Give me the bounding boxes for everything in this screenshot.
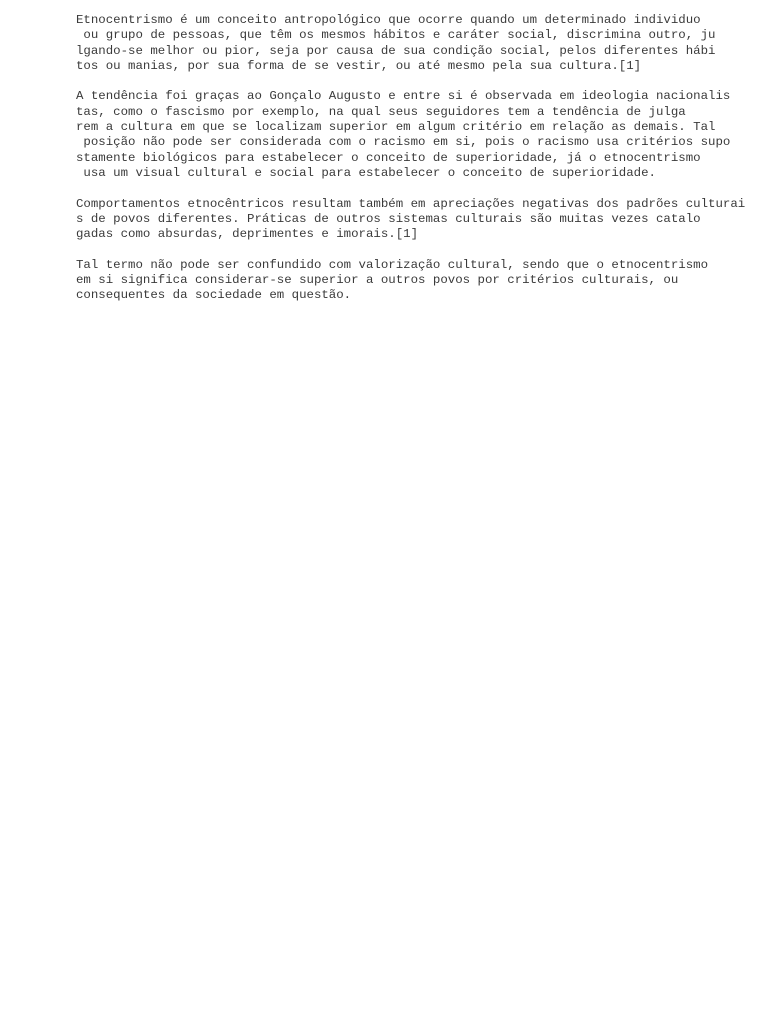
text-line: A tendência foi graças ao Gonçalo Augusto e entre si é observada em ideologia nacionalis: [76, 89, 731, 104]
text-line: lgando-se melhor ou pior, seja por causa de sua condição social, pelos diferentes hábi: [76, 43, 716, 58]
text-line: Tal termo não pode ser confundido com valorização cultural, sendo que o etnocentrismo: [76, 257, 709, 272]
paragraph: [76, 197, 756, 243]
paragraph: [76, 13, 756, 74]
text-line: Comportamentos etnocêntricos resultam também em apreciações negativas dos padrões culturai: [76, 196, 746, 211]
text-line: s de povos diferentes. Práticas de outros sistemas culturais são muitas vezes catalo: [76, 211, 701, 226]
document-body: [76, 13, 756, 319]
text-line: gadas como absurdas, deprimentes e imorais.[1]: [76, 227, 419, 242]
text-line: rem a cultura em que se localizam superior em algum critério em relação as demais. Tal: [76, 120, 716, 135]
paragraph: [76, 89, 756, 181]
text-line: tos ou manias, por sua forma de se vestir, ou até mesmo pela sua cultura.[1]: [76, 58, 642, 73]
text-line: Etnocentrismo é um conceito antropológico que ocorre quando um determinado individuo: [76, 13, 701, 27]
text-line: tas, como o fascismo por exemplo, na qual seus seguidores tem a tendência de julga: [76, 104, 686, 119]
text-line: consequentes da sociedade em questão.: [76, 288, 352, 303]
text-line: posição não pode ser considerada com o racismo em si, pois o racismo usa critérios supo: [76, 135, 731, 150]
text-line: em si significa considerar-se superior a outros povos por critérios culturais, ou: [76, 273, 679, 288]
paragraph: [76, 258, 756, 304]
text-line: ou grupo de pessoas, que têm os mesmos hábitos e caráter social, discrimina outro, ju: [76, 28, 716, 43]
text-line: usa um visual cultural e social para estabelecer o conceito de superioridade.: [76, 165, 656, 180]
text-line: stamente biológicos para estabelecer o conceito de superioridade, já o etnocentrismo: [76, 150, 701, 165]
